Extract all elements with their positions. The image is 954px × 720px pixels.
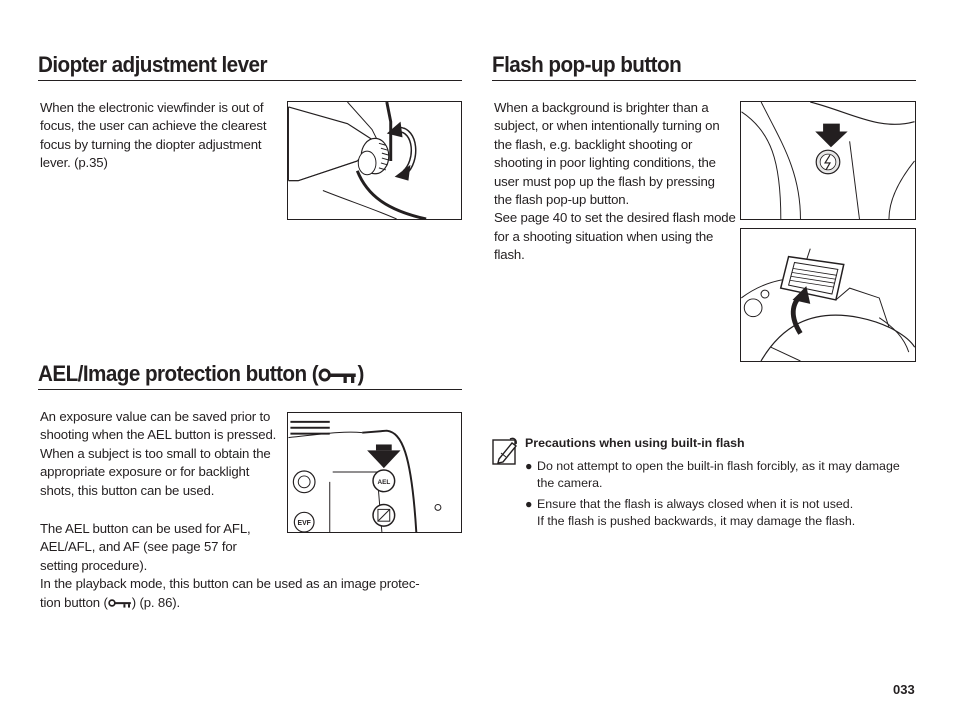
ael-protect-ref-suffix: ) (p. 86). <box>131 594 181 610</box>
note-title: Precautions when using built-in flash <box>525 436 745 450</box>
page-number: 033 <box>893 682 915 697</box>
flash-popup-drawing <box>741 229 915 361</box>
note-item-1-line-2: the camera. <box>537 476 603 490</box>
ael-body-paragraph-3-line-1: In the playback mode, this button can be used as an image protec- <box>40 576 420 592</box>
ael-heading <box>38 361 364 387</box>
flash-heading: Flash pop-up button <box>492 52 682 77</box>
pencil-note-icon <box>492 437 518 465</box>
flash-popup-illustration <box>740 228 916 362</box>
ael-heading-rule <box>38 389 462 390</box>
note-item-2 <box>525 496 920 530</box>
flash-button-drawing <box>741 102 915 219</box>
note-item-2-line-1: Ensure that the flash is always closed when it is not used. <box>537 497 854 511</box>
note-item-1-line-1: Do not attempt to open the built-in flash forcibly, as it may damage <box>537 459 900 473</box>
ael-body-paragraph-3-line-2 <box>40 594 460 612</box>
ael-body-top <box>40 408 278 500</box>
ael-body-paragraph-1: An exposure value can be saved prior to shooting when the AEL button is pressed. When a subject is too small to obtain the appropriate exposure or for backlight shots, this button can be used. <box>40 409 277 498</box>
diopter-heading-rule <box>38 80 462 81</box>
ael-body-bottom <box>40 520 460 612</box>
bullet-icon: ● <box>525 459 533 473</box>
diopter-lever-drawing <box>288 102 461 219</box>
bullet-icon: ● <box>525 497 533 511</box>
diopter-body-text: When the electronic viewfinder is out of focus, the user can achieve the clearest focus by turning the diopter adjustment lever. (p.35) <box>40 100 267 171</box>
flash-body-paragraph-1: When a background is brighter than a subject, or when intentionally turning on the flash, e.g. backlight shooting or shooting in poor lighting conditions, the user must pop up the flash by pressing the flash pop-up button. <box>494 100 720 208</box>
evf-label: EVF <box>297 520 311 528</box>
ael-heading-text: AEL/Image protection button ( <box>38 361 319 386</box>
key-icon <box>108 598 132 608</box>
flash-body-paragraph-2: See page 40 to set the desired flash mode for a shooting situation when using the flash. <box>494 210 736 263</box>
diopter-lever-illustration <box>287 101 462 220</box>
ael-button-illustration <box>287 412 462 533</box>
ael-body-paragraph-2: The AEL button can be used for AFL, AEL/AFL, and AF (see page 57 for setting procedure). <box>40 521 251 573</box>
flash-body <box>494 99 736 265</box>
flash-button-illustration <box>740 101 916 220</box>
ael-button-drawing <box>288 413 461 532</box>
ael-heading-close: ) <box>357 361 364 386</box>
flash-heading-rule <box>492 80 916 81</box>
note-item-1 <box>525 458 920 492</box>
ael-protect-ref-prefix: tion button ( <box>40 594 108 610</box>
diopter-body <box>40 99 278 173</box>
key-icon <box>318 367 357 383</box>
note-item-2-line-2: If the flash is pushed backwards, it may damage the flash. <box>537 514 856 528</box>
diopter-heading: Diopter adjustment lever <box>38 52 267 77</box>
ael-label: AEL <box>377 478 391 486</box>
